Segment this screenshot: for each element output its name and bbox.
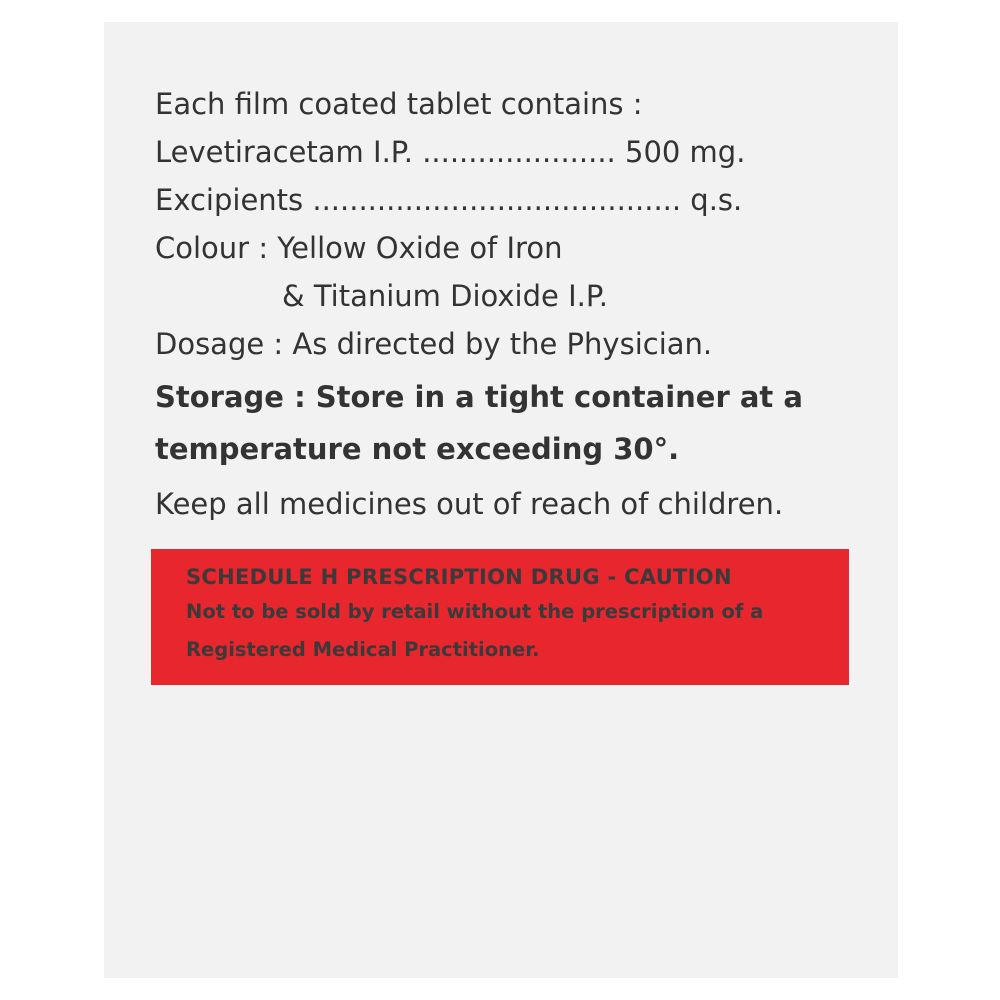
storage-line-2: temperature not exceeding 30°. <box>155 432 680 466</box>
keep-away-line: Keep all medicines out of reach of children. <box>155 487 784 521</box>
active-ingredient-line: Levetiracetam I.P. ..................... 500 mg. <box>155 135 746 169</box>
warning-line-2: Registered Medical Practitioner. <box>186 638 540 661</box>
composition-heading: Each film coated tablet contains : <box>155 87 643 121</box>
colour-line-continued: & Titanium Dioxide I.P. <box>282 279 609 313</box>
schedule-h-warning-box <box>151 549 849 685</box>
dosage-line: Dosage : As directed by the Physician. <box>155 327 713 361</box>
warning-line-1: Not to be sold by retail without the prescription of a <box>186 600 764 623</box>
composition-block <box>155 80 855 528</box>
warning-heading: SCHEDULE H PRESCRIPTION DRUG - CAUTION <box>186 565 732 589</box>
colour-line: Colour : Yellow Oxide of Iron <box>155 231 563 265</box>
excipients-line: Excipients ........................................ q.s. <box>155 183 743 217</box>
storage-line-1: Storage : Store in a tight container at a <box>155 380 803 414</box>
